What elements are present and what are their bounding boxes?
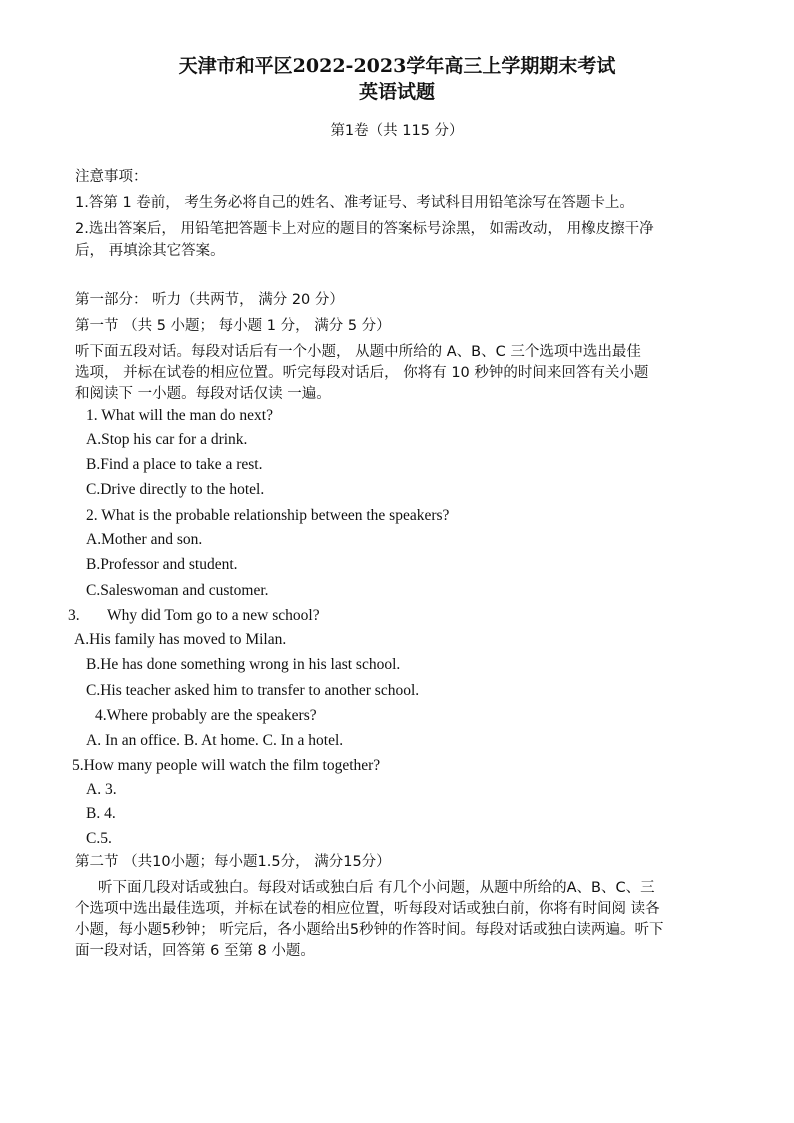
part1-heading: 第一部分： 听力（共两节， 满分 20 分） [75,292,344,308]
question-1: 1. What will the man do next? [86,407,273,424]
notice-heading: 注意事项： [75,169,148,185]
q5-option-c: C.5. [86,830,112,847]
section2-instructions-end: 面一段对话，回答第 6 至第 8 小题。 [75,943,315,959]
q1-option-b: B.Find a place to take a rest. [86,456,263,473]
q5-option-a: A. 3. [86,781,117,798]
section1-instructions-cont: 选项， 并标在试卷的相应位置。听完每段对话后， 你将有 10 秒钟的时间来回答有关小题 [75,365,649,381]
question-5: 5.How many people will watch the film together? [72,757,381,774]
q5-option-b: B. 4. [86,805,116,822]
question-4: 4.Where probably are the speakers? [95,707,317,724]
q3-option-c: C.His teacher asked him to transfer to another school. [86,682,420,699]
q2-option-c: C.Saleswoman and customer. [86,582,269,599]
notice-item-2-cont: 后， 再填涂其它答案。 [75,243,225,259]
question-3-number: 3. [68,607,80,624]
section2-heading: 第二节 （共10小题；每小题1.5分， 满分15分） [75,854,391,870]
notice-item-1: 1.答第 1 卷前， 考生务必将自己的姓名、准考证号、考试科目用铅笔涂写在答题卡上。 [75,195,634,211]
section2-instructions: 听下面几段对话或独白。每段对话或独白后 有几个小问题，从题中所给的A、B、C、三 [98,880,655,896]
question-2: 2. What is the probable relationship between the speakers? [86,507,450,524]
q1-option-c: C.Drive directly to the hotel. [86,481,265,498]
section1-instructions-end: 和阅读下 一小题。每段对话仅读 一遍。 [75,386,331,402]
q4-options: A. In an office. B. At home. C. In a hotel. [86,732,344,749]
section1-heading: 第一节 （共 5 小题； 每小题 1 分， 满分 5 分） [75,318,391,334]
q3-option-a: A.His family has moved to Milan. [74,631,287,648]
q2-option-b: B.Professor and student. [86,556,238,573]
section2-instructions-cont: 个选项中选出最佳选项，并标在试卷的相应位置，听每段对话或独白前，你将有时间阅 读各 [75,901,660,917]
section1-instructions: 听下面五段对话。每段对话后有一个小题， 从题中所给的 A、B、C 三个选项中选出最佳 [75,344,641,360]
q1-option-a: A.Stop his car for a drink. [86,431,248,448]
exam-subject: 英语试题 [358,81,435,103]
section2-instructions-cont2: 小题，每小题5秒钟； 听完后，各小题给出5秒钟的作答时间。每段对话或独白读两遍。听下 [75,922,664,938]
volume-label: 第1卷（共 115 分） [330,123,464,139]
q2-option-a: A.Mother and son. [86,531,203,548]
notice-item-2: 2.选出答案后， 用铅笔把答题卡上对应的题目的答案标号涂黑， 如需改动， 用橡皮擦干净 [75,221,654,237]
question-3: Why did Tom go to a new school? [107,607,320,624]
exam-title: 天津市和平区2022-2023学年高三上学期期末考试 [178,55,616,77]
q3-option-b: B.He has done something wrong in his last school. [86,656,401,673]
